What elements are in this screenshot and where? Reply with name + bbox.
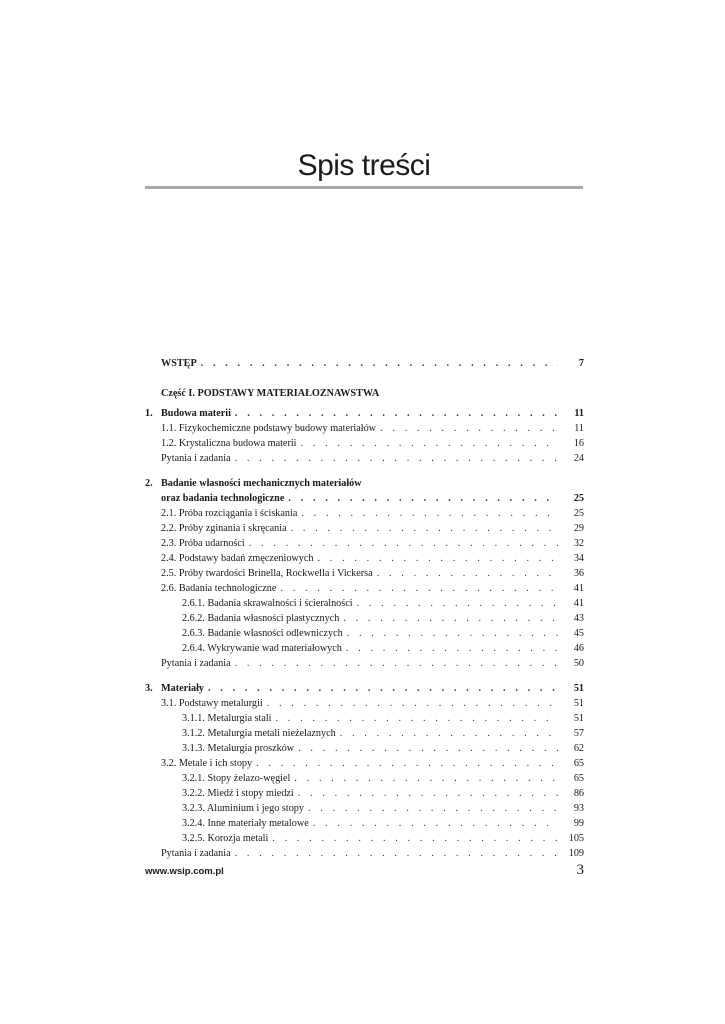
toc-entry-page: 65	[573, 773, 584, 784]
toc-entry	[145, 451, 584, 466]
toc-entry-label: WSTĘP	[161, 358, 197, 369]
toc-entry	[145, 386, 584, 401]
toc-entry	[145, 641, 584, 656]
toc-entry-page: 41	[573, 598, 584, 609]
toc-leader-dots	[346, 641, 558, 656]
toc-entry	[145, 611, 584, 626]
toc-entry	[145, 626, 584, 641]
toc-leader-dots	[280, 581, 558, 596]
toc-leader-dots	[347, 626, 558, 641]
toc-entry-page: 57	[573, 728, 584, 739]
toc-entry-page: 45	[573, 628, 584, 639]
toc-leader-dots	[380, 421, 558, 436]
toc-entry-page: 16	[573, 438, 584, 449]
toc-entry	[145, 491, 584, 506]
toc-entry-page: 99	[573, 818, 584, 829]
toc-leader-dots	[208, 681, 558, 696]
toc-leader-dots	[357, 596, 558, 611]
toc-entry	[145, 816, 584, 831]
toc-entry	[145, 786, 584, 801]
toc-entry-label: Budowa materii	[161, 408, 231, 419]
toc-leader-dots	[294, 771, 558, 786]
toc-leader-dots	[343, 611, 558, 626]
toc-leader-dots	[298, 786, 558, 801]
toc-entry-page: 11	[574, 408, 584, 419]
toc-entry-page: 105	[568, 833, 584, 844]
toc-entry	[145, 581, 584, 596]
toc-entry	[145, 756, 584, 771]
toc-entry	[145, 506, 584, 521]
toc-leader-dots	[201, 356, 558, 371]
toc-entry-page: 29	[573, 523, 584, 534]
toc-leader-dots	[235, 451, 558, 466]
toc-entry-label: Pytania i zadania	[161, 453, 231, 464]
toc-leader-dots	[256, 756, 558, 771]
toc-entry-number: 2.	[145, 478, 153, 489]
toc-entry-label: 3.1.1. Metalurgia stali	[182, 713, 272, 724]
toc-leader-dots	[288, 491, 558, 506]
toc-entry	[145, 566, 584, 581]
toc-leader-dots	[249, 536, 558, 551]
toc-entry-label: 3.2.1. Stopy żelazo-węgiel	[182, 773, 291, 784]
toc-entry-page: 51	[573, 713, 584, 724]
toc-leader-dots	[317, 551, 558, 566]
toc-entry	[145, 476, 584, 491]
toc-leader-dots	[308, 801, 558, 816]
toc-entry-label: 3.2. Metale i ich stopy	[161, 758, 253, 769]
toc-entry-page: 43	[573, 613, 584, 624]
toc-entry-page: 11	[574, 423, 584, 434]
toc-entry-label: 3.2.5. Korozja metali	[182, 833, 269, 844]
toc-entry	[145, 771, 584, 786]
toc-entry-label: oraz badania technologiczne	[161, 493, 285, 504]
toc-entry-page: 65	[573, 758, 584, 769]
toc-entry-number: 1.	[145, 408, 153, 419]
toc-leader-dots	[235, 846, 558, 861]
toc-entry-page: 34	[573, 553, 584, 564]
toc-entry-label: 3.1. Podstawy metalurgii	[161, 698, 263, 709]
toc-entry-label: 2.3. Próba udarności	[161, 538, 245, 549]
toc-entry	[145, 831, 584, 846]
toc-entry-label: 2.6.2. Badania własności plastycznych	[182, 613, 340, 624]
toc-entry-label: 3.2.2. Miedź i stopy miedzi	[182, 788, 294, 799]
title-rule	[145, 186, 583, 189]
toc-entry-page: 25	[573, 493, 584, 504]
toc-entry	[145, 846, 584, 861]
footer-url: www.wsip.com.pl	[145, 866, 224, 877]
toc-entry	[145, 696, 584, 711]
toc-leader-dots	[291, 521, 558, 536]
toc-leader-dots	[235, 406, 558, 421]
toc-entry-label: 2.6.3. Badanie własności odlewniczych	[182, 628, 343, 639]
toc-leader-dots	[235, 656, 558, 671]
toc-entry-page: 41	[573, 583, 584, 594]
toc-entry-page: 62	[573, 743, 584, 754]
toc-entry-label: 1.1. Fizykochemiczne podstawy budowy materiałów	[161, 423, 377, 434]
toc-entry-page: 46	[573, 643, 584, 654]
toc-entry-label: 3.1.2. Metalurgia metali nieżelaznych	[182, 728, 336, 739]
toc-entry	[145, 436, 584, 451]
toc-entry-label: Pytania i zadania	[161, 848, 231, 859]
toc-entry-page: 51	[573, 698, 584, 709]
toc-leader-dots	[298, 741, 558, 756]
toc-entry-label: 3.2.3. Aluminium i jego stopy	[182, 803, 304, 814]
toc-entry-label: 3.1.3. Metalurgia proszków	[182, 743, 295, 754]
toc-leader-dots	[313, 816, 558, 831]
toc-entry-label: 3.2.4. Inne materiały metalowe	[182, 818, 309, 829]
toc-entry-label: Badanie własności mechanicznych materiałów	[161, 478, 362, 489]
toc-entry-label: 2.6.1. Badania skrawalności i ścieralności	[182, 598, 353, 609]
toc-entry-page: 86	[573, 788, 584, 799]
toc-entry	[145, 726, 584, 741]
toc-entry-label: Pytania i zadania	[161, 658, 231, 669]
toc-leader-dots	[267, 696, 558, 711]
toc-entry-page: 32	[573, 538, 584, 549]
toc-entry-page: 50	[573, 658, 584, 669]
toc-entry-page: 36	[573, 568, 584, 579]
toc-entry-page: 93	[573, 803, 584, 814]
toc-entry	[145, 801, 584, 816]
toc-entry	[145, 536, 584, 551]
toc-entry	[145, 356, 584, 371]
toc-entry-label: Materiały	[161, 683, 204, 694]
toc-entry	[145, 421, 584, 436]
toc-leader-dots	[276, 711, 558, 726]
toc-entry-page: 109	[568, 848, 584, 859]
toc-entry	[145, 741, 584, 756]
footer-page-number: 3	[576, 862, 584, 878]
toc-entry	[145, 521, 584, 536]
toc-entry-label: 2.6.4. Wykrywanie wad materiałowych	[182, 643, 342, 654]
toc-entry	[145, 656, 584, 671]
toc-entry	[145, 596, 584, 611]
toc-entry-page: 24	[573, 453, 584, 464]
toc-entry-label: Część I. PODSTAWY MATERIAŁOZNAWSTWA	[161, 388, 380, 399]
toc-entry-label: 2.4. Podstawy badań zmęczeniowych	[161, 553, 314, 564]
toc-entry	[145, 406, 584, 421]
toc-entry-label: 2.6. Badania technologiczne	[161, 583, 277, 594]
toc-leader-dots	[272, 831, 558, 846]
toc-entry	[145, 551, 584, 566]
toc-leader-dots	[340, 726, 558, 741]
toc-entry-page: 51	[573, 683, 584, 694]
toc-leader-dots	[301, 506, 558, 521]
toc-leader-dots	[301, 436, 558, 451]
toc-entry	[145, 711, 584, 726]
toc-entry	[145, 681, 584, 696]
toc-entry-label: 2.1. Próba rozciągania i ściskania	[161, 508, 298, 519]
page-title: Spis treści	[297, 149, 431, 182]
toc-entry-page: 25	[573, 508, 584, 519]
toc-entry-label: 2.2. Próby zginania i skręcania	[161, 523, 287, 534]
toc-leader-dots	[377, 566, 558, 581]
toc-entry-page: 7	[578, 358, 584, 369]
toc-entry-label: 1.2. Krystaliczna budowa materii	[161, 438, 297, 449]
toc-entry-label: 2.5. Próby twardości Brinella, Rockwella i Vickersa	[161, 568, 373, 579]
toc-entry-number: 3.	[145, 683, 153, 694]
